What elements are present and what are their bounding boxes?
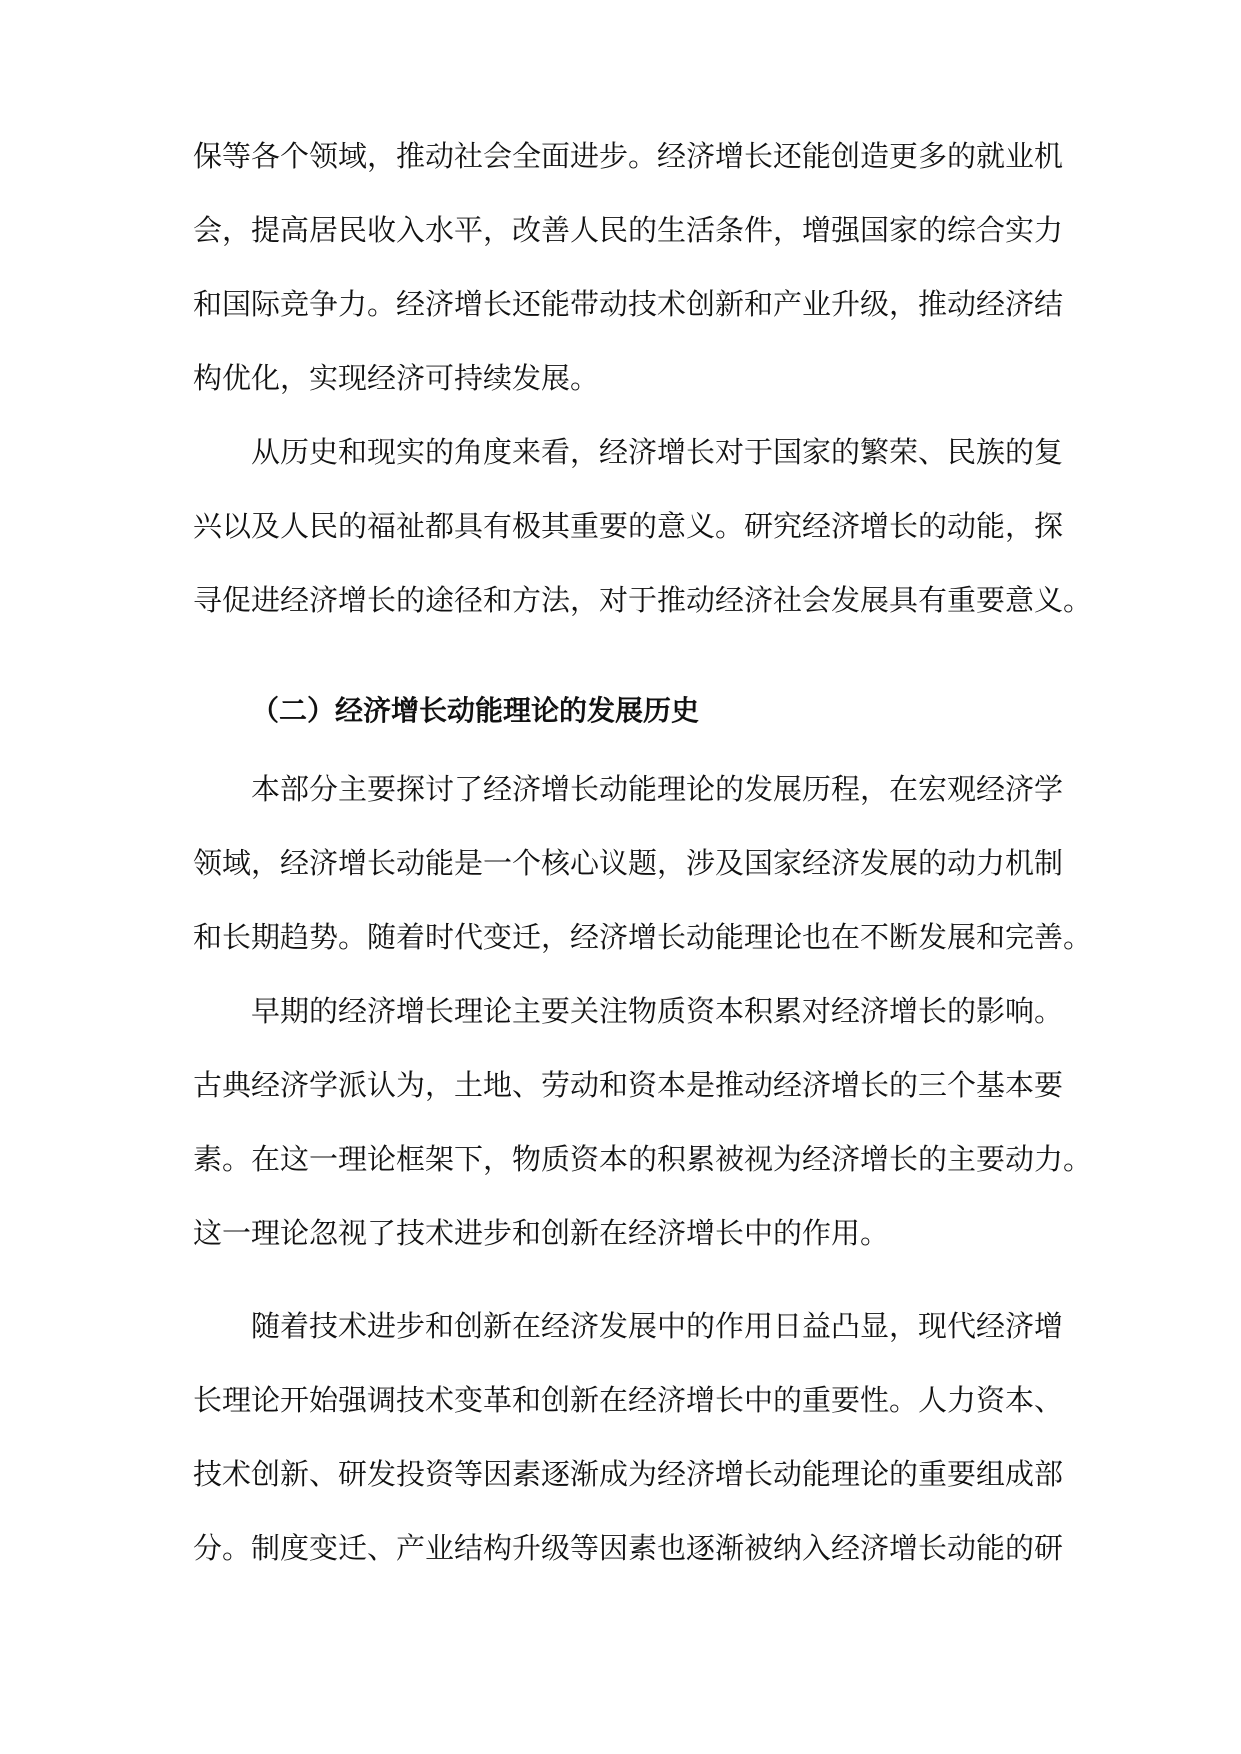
paragraph-line: 技术创新、研发投资等因素逐渐成为经济增长动能理论的重要组成部 xyxy=(193,1457,1064,1491)
paragraph-line: 和长期趋势。随着时代变迁，经济增长动能理论也在不断发展和完善。 xyxy=(193,920,1093,954)
paragraph-line: 古典经济学派认为，土地、劳动和资本是推动经济增长的三个基本要 xyxy=(193,1068,1064,1102)
paragraph-line: 寻促进经济增长的途径和方法，对于推动经济社会发展具有重要意义。 xyxy=(193,583,1093,617)
paragraph-line: 随着技术进步和创新在经济发展中的作用日益凸显，现代经济增 xyxy=(251,1309,1064,1343)
paragraph-line: 领域，经济增长动能是一个核心议题，涉及国家经济发展的动力机制 xyxy=(193,846,1064,880)
paragraph-line: 兴以及人民的福祉都具有极其重要的意义。研究经济增长的动能，探 xyxy=(193,509,1064,543)
paragraph-line: 从历史和现实的角度来看，经济增长对于国家的繁荣、民族的复 xyxy=(251,435,1064,469)
paragraph-line: 长理论开始强调技术变革和创新在经济增长中的重要性。人力资本、 xyxy=(193,1383,1064,1417)
section-heading: （二）经济增长动能理论的发展历史 xyxy=(251,694,700,727)
paragraph-line: 会，提高居民收入水平，改善人民的生活条件，增强国家的综合实力 xyxy=(193,213,1064,247)
paragraph-line: 保等各个领域，推动社会全面进步。经济增长还能创造更多的就业机 xyxy=(193,139,1064,173)
paragraph-line: 和国际竞争力。经济增长还能带动技术创新和产业升级，推动经济结 xyxy=(193,287,1064,321)
paragraph-line: 这一理论忽视了技术进步和创新在经济增长中的作用。 xyxy=(193,1216,890,1250)
paragraph-line: 分。制度变迁、产业结构升级等因素也逐渐被纳入经济增长动能的研 xyxy=(193,1531,1064,1565)
paragraph-line: 本部分主要探讨了经济增长动能理论的发展历程，在宏观经济学 xyxy=(251,772,1064,806)
paragraph-line: 早期的经济增长理论主要关注物质资本积累对经济增长的影响。 xyxy=(251,994,1064,1028)
paragraph-line: 构优化，实现经济可持续发展。 xyxy=(193,361,600,395)
paragraph-line: 素。在这一理论框架下，物质资本的积累被视为经济增长的主要动力。 xyxy=(193,1142,1093,1176)
